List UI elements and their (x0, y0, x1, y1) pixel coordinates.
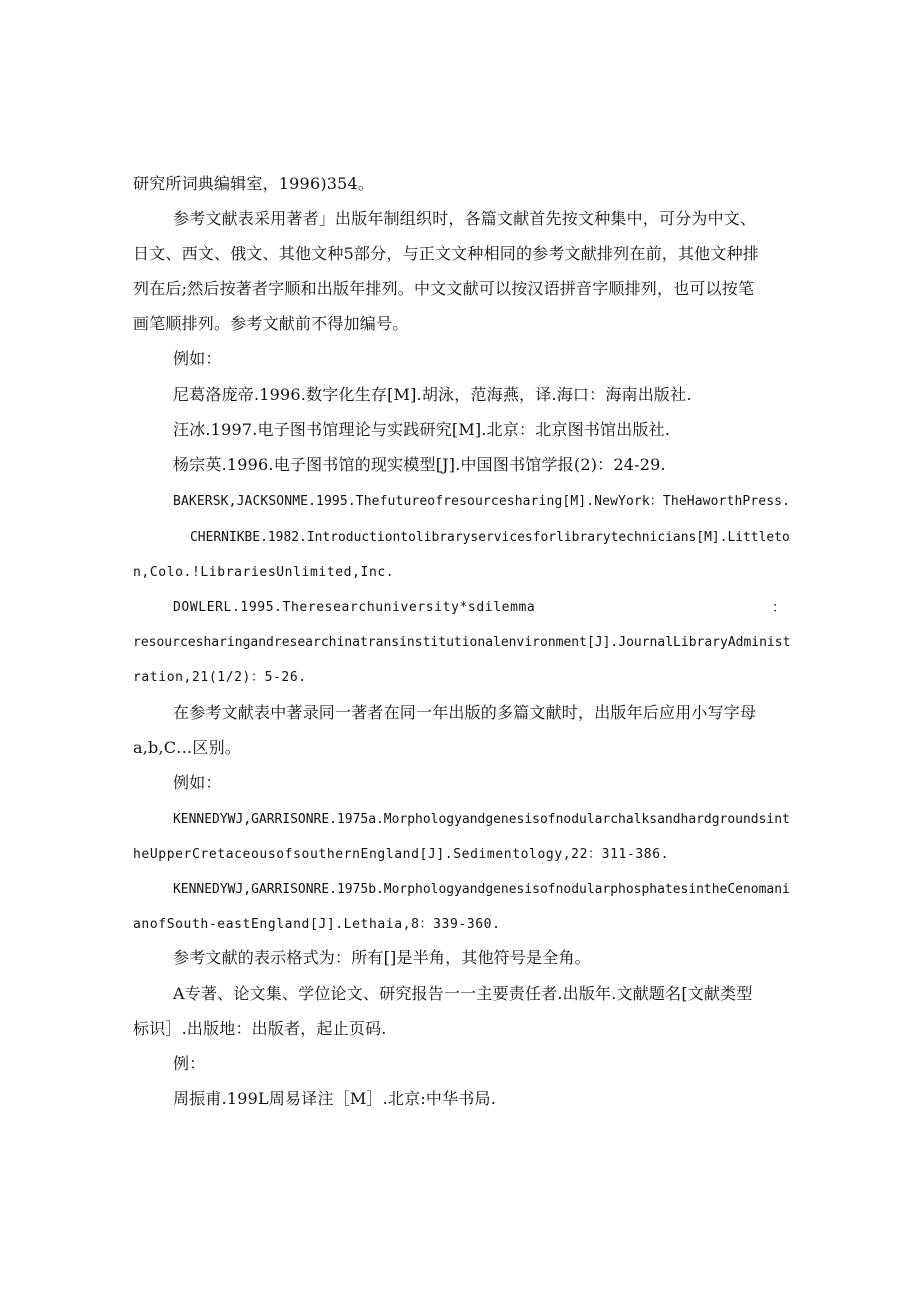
format-note: 参考文献的表示格式为：所有[]是半角，其他符号是全角。 (173, 948, 591, 967)
text-line-1: 研究所词典编辑室，1996)354。 (133, 174, 375, 193)
reference-cn-4: 周振甫.199L周易译注［M］.北京:中华书局. (173, 1089, 496, 1108)
reference-cn-2: 汪冰.1997.电子图书馆理论与实践研究[M].北京：北京图书馆出版社. (173, 420, 671, 439)
paragraph-1-line-3: 列在后;然后按著者字顺和出版年排列。中文文献可以按汉语拼音字顺排列，也可以按笔 (133, 279, 755, 298)
paragraph-1-line-1: 参考文献表采用著者」出版年制组织时，各篇文献首先按文种集中，可分为中文、 (173, 209, 757, 228)
paragraph-2-line-2: a,b,C…区别。 (133, 738, 241, 757)
reference-en-4-line-1: KENNEDYWJ,GARRISONRE.1975a.Morphologyandgenesisofnodularchalksandhardgroundsint (173, 812, 790, 827)
reference-en-1: BAKERSK,JACKSONME.1995.Thefutureofresourcesharing[M].NewYork：TheHaworthPress. (173, 494, 791, 509)
example-heading-3: 例： (173, 1054, 206, 1073)
reference-cn-1: 尼葛洛庞帝.1996.数字化生存[M].胡泳，范海燕，译.海口：海南出版社. (173, 385, 692, 404)
reference-en-3-line-2: resourcesharingandresearchinatransinstitutionalenvironment[J].JournalLibraryAdminist (133, 635, 791, 650)
paragraph-1-line-2: 日文、西文、俄文、其他文种5部分，与正文文种相同的参考文献排列在前，其他文种排 (133, 244, 759, 263)
reference-en-5-line-1: KENNEDYWJ,GARRISONRE.1975b.MorphologyandgenesisofnodularphosphatesintheCenomani (173, 882, 790, 897)
example-heading-1: 例如： (173, 349, 222, 368)
reference-en-3-colon: ： (772, 600, 786, 616)
reference-en-3-line-3: ration,21(1/2)：5-26. (133, 670, 307, 685)
reference-en-2-line-1: CHERNIKBE.1982.Introductiontolibraryservicesforlibrarytechnicians[M].Littleto (190, 530, 790, 545)
example-heading-2: 例如： (173, 773, 222, 792)
reference-en-5-line-2: anofSouth-eastEngland[J].Lethaia,8：339-360. (133, 917, 501, 932)
reference-cn-3: 杨宗英.1996.电子图书馆的现实模型[J].中国图书馆学报(2)：24-29. (173, 455, 666, 474)
reference-en-4-line-2: heUpperCretaceousofsouthernEngland[J].Sedimentology,22：311-386. (133, 847, 670, 862)
paragraph-1-line-4: 画笔顺排列。参考文献前不得加编号。 (133, 314, 409, 333)
format-rule-line-1: A专著、论文集、学位论文、研究报告一一主要责任者.出版年.文献题名[文献类型 (173, 984, 753, 1003)
paragraph-2-line-1: 在参考文献表中著录同一著者在同一年出版的多篇文献时，出版年后应用小写字母 (173, 703, 757, 722)
format-rule-line-2: 标识］.出版地：出版者，起止页码. (133, 1019, 387, 1038)
reference-en-2-line-2: n,Colo.!LibrariesUnlimited,Inc. (133, 565, 395, 580)
reference-en-3-line-1: DOWLERL.1995.Theresearchuniversity*sdilemma (173, 600, 536, 615)
